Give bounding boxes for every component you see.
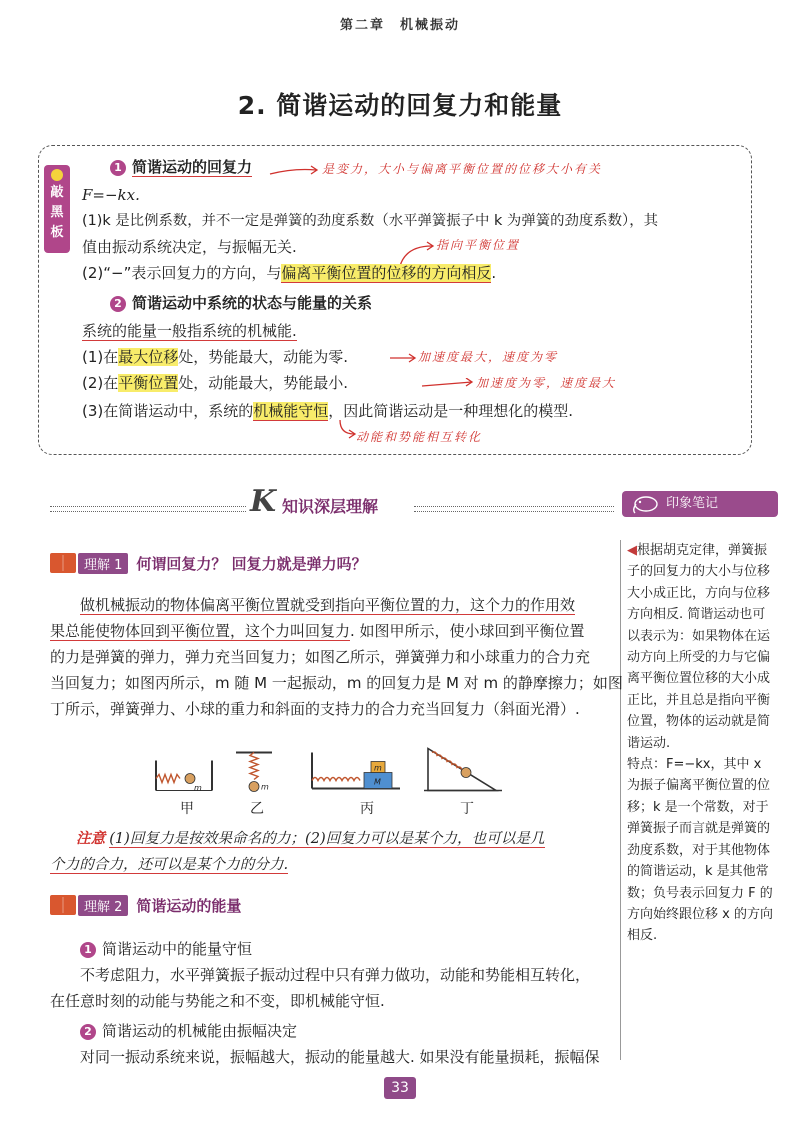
understanding-badge: 理解 1	[78, 553, 128, 574]
handwritten-note-3: 加速度最大，速度为零	[418, 350, 559, 364]
u2-section-1-title: 1 简谐运动中的能量守恒	[80, 938, 252, 960]
side-arrow-icon: ◀	[627, 543, 637, 558]
handwritten-note-2: 指向平衡位置	[436, 238, 521, 252]
side-note-text: 根据胡克定律，弹簧振子的回复力的大小与位移大小成正比，方向与位移方向相反. 简谐运动也可以表示为：如果物体在运动方向上所受的力与它偏离平衡位置位移的大小成正比，并且总是指向平衡位置，物体的运动就是简谐运动.	[627, 543, 771, 751]
hand-arrow	[420, 378, 476, 392]
note-tag	[622, 491, 778, 517]
understanding-badge: 理解 2	[78, 895, 128, 916]
board-paragraph-5: (2)在平衡位置处，动能最大，势能最小.	[82, 374, 349, 392]
chapter-header: 第二章 机械振动	[339, 18, 460, 33]
understanding-2-header	[50, 894, 241, 916]
u1-line-5: 丁所示，弹簧弹力、小球的重力和斜面的支持力的合力充当回复力（斜面光滑）.	[50, 700, 580, 718]
label-m: m	[374, 763, 382, 773]
note-line-2: 个力的合力，还可以是某个力的分力.	[50, 856, 289, 873]
board-paragraph-1b: 值由振动系统决定，与振幅无关.	[82, 238, 297, 256]
physics-figures	[150, 730, 510, 825]
figure-jia	[156, 761, 212, 793]
board-paragraph-4: (1)在最大位移处，势能最大，动能为零.	[82, 348, 349, 366]
formula: F=−kx.	[82, 186, 140, 204]
note-label: 注意	[76, 830, 106, 847]
board-section-2-title: 2 简谐运动中系统的状态与能量的关系	[110, 292, 372, 314]
section-title: 知识深层理解	[282, 497, 379, 516]
handwritten-note-1: 是变力，大小与偏离平衡位置的位移大小有关	[322, 162, 603, 176]
side-note-text-2: 特点：F=−kx，其中 x 为振子偏离平衡位置的位移；k 是一个常数，对于弹簧振子而言就是弹簧的劲度系数，对于其他物体的简谐运动，k 是其他常数；负号表示回复力 F 的方向始终跟位移 x 的方向相反.	[627, 757, 773, 944]
board-tag	[44, 165, 70, 253]
section-number: 1	[80, 942, 96, 958]
u1-line-3: 的力是弹簧的弹力，弹力充当回复力；如图乙所示，弹簧弹力和小球重力的合力充	[50, 648, 591, 666]
u1-line-2: 果总能使物体回到平衡位置，这个力叫回复力. 如图甲所示，使小球回到平衡位置	[50, 622, 585, 640]
label-m: m	[194, 783, 202, 793]
hand-arrow	[388, 352, 418, 364]
figure-label: 乙	[250, 801, 264, 817]
hand-arrow	[336, 418, 358, 440]
figure-bing	[312, 753, 400, 789]
figure-label: 甲	[180, 801, 194, 817]
book-icon	[50, 895, 76, 915]
section-number: 2	[110, 296, 126, 312]
note-tag-label: 印象笔记	[666, 496, 719, 511]
u2-section-2-title: 2 简谐运动的机械能由振幅决定	[80, 1020, 297, 1042]
board-paragraph-6: (3)在简谐运动中，系统的机械能守恒，因此简谐运动是一种理想化的模型.	[82, 402, 574, 420]
u2-paragraph-1: 不考虑阻力，水平弹簧振子振动过程中只有弹力做功，动能和势能相互转化，	[80, 966, 591, 984]
understanding-title: 何谓回复力？ 回复力就是弹力吗？	[136, 554, 367, 573]
section-number: 2	[80, 1024, 96, 1040]
section-divider-left	[50, 506, 246, 512]
elephant-icon	[630, 494, 660, 514]
figure-yi	[236, 753, 272, 792]
handwritten-note-5: 动能和势能相互转化	[356, 430, 483, 444]
board-paragraph-3: 系统的能量一般指系统的机械能.	[82, 322, 297, 340]
page-title: 2. 简谐运动的回复力和能量	[237, 91, 563, 120]
board-section-1-title: 1 简谐运动的回复力	[110, 156, 252, 178]
figure-label: 丁	[460, 801, 474, 817]
u2-paragraph-3: 对同一振动系统来说，振幅越大，振动的能量越大. 如果没有能量损耗，振幅保	[80, 1048, 600, 1066]
board-paragraph-1a: (1)k 是比例系数，并不一定是弹簧的劲度系数（水平弹簧振子中 k 为弹簧的劲度系数），其	[82, 213, 659, 229]
understanding-1-header	[50, 552, 367, 574]
section-number: 1	[110, 160, 126, 176]
bulb-icon	[51, 169, 63, 181]
page-number: 33	[384, 1077, 416, 1099]
figure-label: 丙	[360, 801, 374, 817]
label-M: M	[374, 777, 381, 787]
hand-arrow	[268, 164, 320, 178]
u1-line-4: 当回复力；如图丙所示，m 随 M 一起振动，m 的回复力是 M 对 m 的静摩擦力；如图	[50, 674, 623, 692]
k-logo: K	[250, 484, 277, 519]
handwritten-note-4: 加速度为零，速度最大	[476, 376, 617, 390]
note-line-1: 注意 (1)回复力是按效果命名的力；(2)回复力可以是某个力，也可以是几	[76, 828, 545, 850]
u2-paragraph-2: 在任意时刻的动能与势能之和不变，即机械能守恒.	[50, 992, 385, 1010]
understanding-title: 简谐运动的能量	[136, 896, 242, 915]
side-note	[620, 540, 778, 1060]
label-m: m	[261, 782, 269, 792]
board-paragraph-2: (2)“−”表示回复力的方向，与偏离平衡位置的位移的方向相反.	[82, 264, 497, 282]
u1-line-1: 做机械振动的物体偏离平衡位置就受到指向平衡位置的力，这个力的作用效	[80, 596, 576, 614]
board-tag-label: 敲黑板	[50, 185, 64, 240]
section-divider-right	[414, 506, 614, 512]
book-icon	[50, 553, 76, 573]
figure-ding	[424, 749, 502, 791]
